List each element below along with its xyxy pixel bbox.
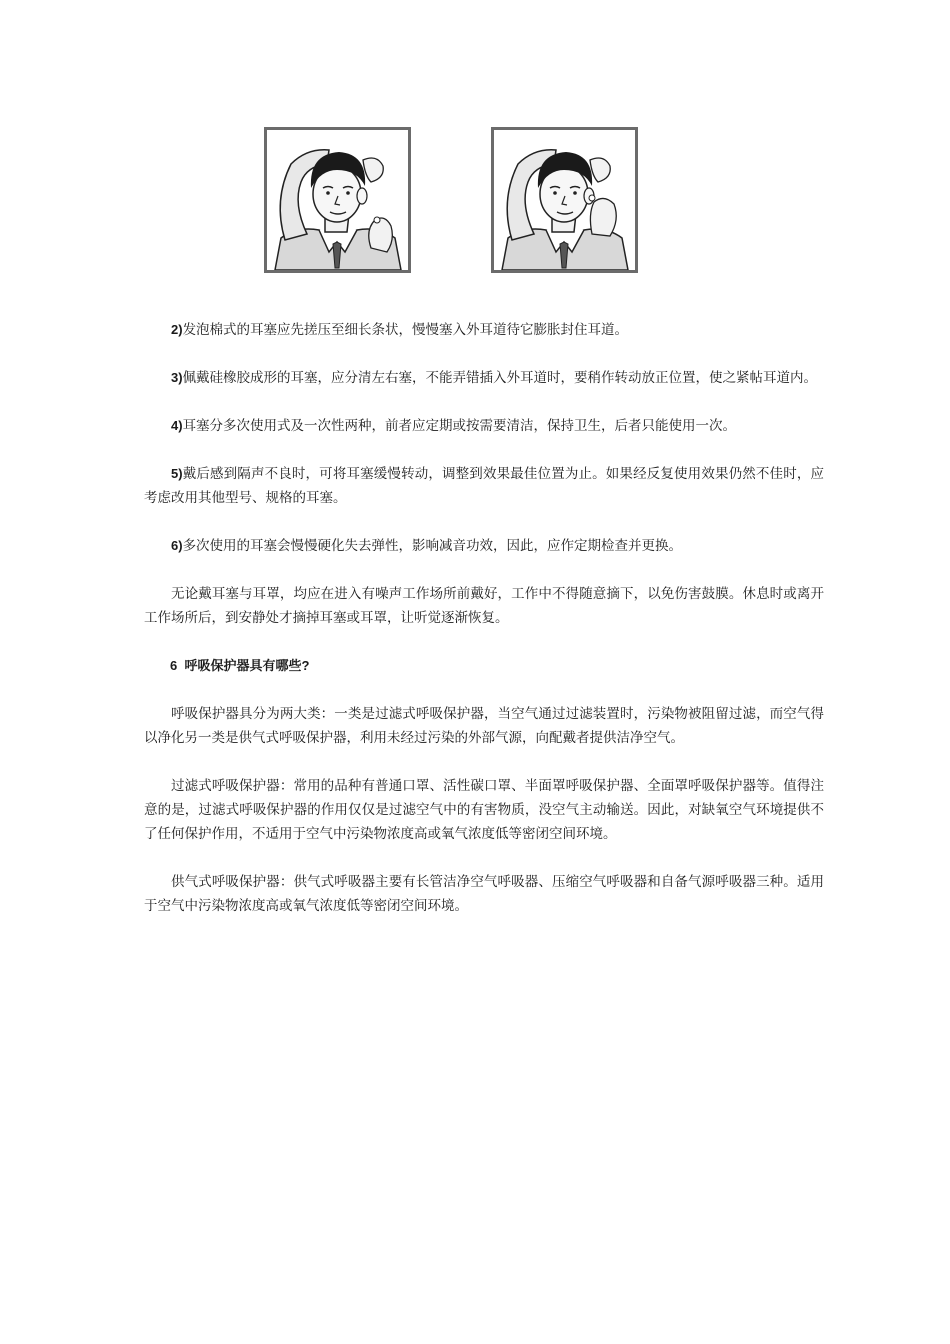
- paragraph-text: 多次使用的耳塞会慢慢硬化失去弹性，影响减音功效，因此，应作定期检查并更换。: [182, 538, 683, 554]
- item-number: 5): [171, 466, 183, 481]
- paragraph-item-5: [144, 462, 824, 510]
- paragraph-item-4: [144, 414, 824, 438]
- item-number: 3): [171, 370, 183, 385]
- man-inserting-earplug-icon: [494, 130, 635, 270]
- paragraph-filter-respirator: [144, 774, 824, 846]
- paragraph-earplug-usage-note: [144, 582, 824, 630]
- paragraph-respirator-types: [144, 702, 824, 750]
- earplug-illustration-1: [264, 127, 411, 273]
- item-number: 2): [171, 322, 183, 337]
- paragraph-item-2: [144, 318, 824, 342]
- section-number: 6: [170, 658, 178, 673]
- paragraph-text: 供气式呼吸保护器：供气式呼吸器主要有长管洁净空气呼吸器、压缩空气呼吸器和自备气源呼吸器三种。适用于空气中污染物浓度高或氧气浓度低等密闭空间环境。: [144, 874, 824, 914]
- item-number: 6): [171, 538, 183, 553]
- earplug-illustration-2: [491, 127, 638, 273]
- section-title: 呼吸保护器具有哪些?: [184, 658, 310, 673]
- section-heading: [144, 654, 824, 678]
- paragraph-text: 戴后感到隔声不良时，可将耳塞缓慢转动，调整到效果最佳位置为止。如果经反复使用效果仍然不佳时，应考虑改用其他型号、规格的耳塞。: [144, 466, 824, 506]
- man-inserting-earplug-icon: [267, 130, 408, 270]
- paragraph-text: 过滤式呼吸保护器：常用的品种有普通口罩、活性碳口罩、半面罩呼吸保护器、全面罩呼吸保护器等。值得注意的是，过滤式呼吸保护器的作用仅仅是过滤空气中的有害物质，没空气主动输送。因此，对缺氧空气环境提供不了任何保护作用，不适用于空气中污染物浓度高或氧气浓度低等密闭空间环境。: [144, 778, 824, 842]
- paragraph-text: 无论戴耳塞与耳罩，均应在进入有噪声工作场所前戴好，工作中不得随意摘下，以免伤害鼓膜。休息时或离开工作场所后，到安静处才摘掉耳塞或耳罩，让听觉逐渐恢复。: [144, 586, 824, 626]
- paragraph-text: 发泡棉式的耳塞应先搓压至细长条状，慢慢塞入外耳道待它膨胀封住耳道。: [182, 322, 629, 338]
- document-body: [144, 318, 824, 942]
- paragraph-supplied-air-respirator: [144, 870, 824, 918]
- paragraph-text: 呼吸保护器具分为两大类：一类是过滤式呼吸保护器，当空气通过过滤装置时，污染物被阻留过滤，而空气得以净化另一类是供气式呼吸保护器，利用未经过污染的外部气源，向配戴者提供洁净空气。: [144, 706, 824, 746]
- paragraph-text: 佩戴硅橡胶成形的耳塞，应分清左右塞，不能弄错插入外耳道时，要稍作转动放正位置，使之紧帖耳道内。: [182, 370, 818, 386]
- paragraph-item-3: [144, 366, 824, 390]
- paragraph-text: 耳塞分多次使用式及一次性两种，前者应定期或按需要清洁，保持卫生，后者只能使用一次。: [182, 418, 737, 434]
- item-number: 4): [171, 418, 183, 433]
- paragraph-item-6: [144, 534, 824, 558]
